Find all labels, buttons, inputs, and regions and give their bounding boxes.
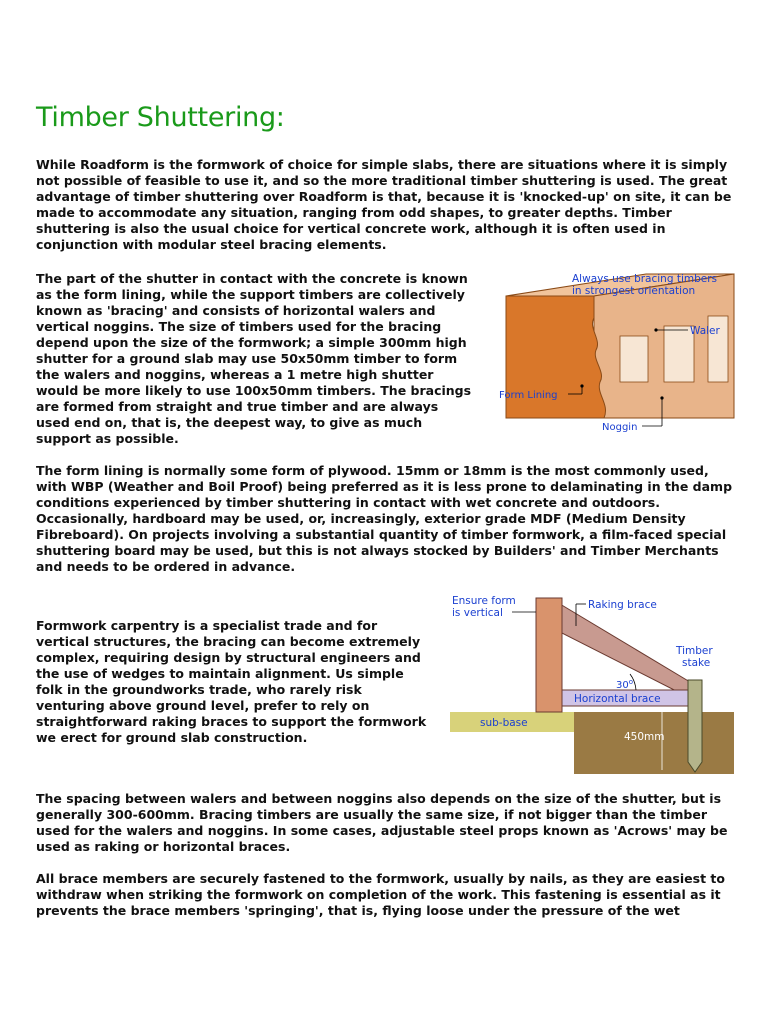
paragraph-spacing: The spacing between walers and between noggins also depends on the size of the shutter, but is generally 300-600mm. Bracing timbers are usually the same size, if not bigger than the timber used for the walers and noggins. In some cases, adjustable steel props known as 'Acrows' may be used as raking or horizontal braces. xyxy=(36,791,728,854)
paragraph-intro: While Roadform is the formwork of choice for simple slabs, there are situations where it is simply not possible of feasible to use it, and so the more traditional timber shuttering is used. The great advantage of timber shuttering over Roadform is that, because it is 'knocked-up' on site, it can be made to accommodate any situation, ranging from odd shapes, to greater depths. Timber shuttering is also the usual choice for vertical concrete work, although it is often used in conjunction with modular steel bracing elements. xyxy=(36,157,732,252)
shutter-diagram xyxy=(496,268,736,436)
ground-layer xyxy=(574,712,734,774)
depth-label: 450mm xyxy=(624,731,665,743)
raking-brace-diagram xyxy=(450,590,734,774)
horizontal-brace-label: Horizontal brace xyxy=(574,693,661,705)
sub-base-label: sub-base xyxy=(480,717,528,729)
timber-label-line2: stake xyxy=(682,657,711,669)
vertical-form-shape xyxy=(536,598,562,712)
note-label-line1: Always use bracing timbers xyxy=(572,273,718,285)
page-title: Timber Shuttering: xyxy=(36,102,285,133)
form-lining-label: Form Lining xyxy=(499,390,558,401)
ensure-label-line2: is vertical xyxy=(452,607,503,619)
paragraph-fastening: All brace members are securely fastened to the formwork, usually by nails, as they are easiest to withdraw when striking the formwork on completion of the work. This fastening is essential as it prevents the brace members 'springing', that is, flying loose under the pressure of the wet xyxy=(36,871,725,918)
waler-label: Waler xyxy=(690,325,720,337)
timber-label-line1: Timber xyxy=(676,645,713,657)
paragraph-carpentry: Formwork carpentry is a specialist trade and for vertical structures, the bracing can become extremely complex, requiring design by structural engineers and the use of wedges to maintain alignment. Us simple folk in the groundworks trade, who rarely risk venturing above ground level, prefer to rely on straightforward raking braces to support the formwork we erect for ground slab construction. xyxy=(36,618,427,745)
angle-label: 30$^o$ xyxy=(616,678,634,691)
paragraph-plywood: The form lining is normally some form of plywood. 15mm or 18mm is the most commonly used, with WBP (Weather and Boil Proof) being preferred as it is less prone to delaminating in the damp conditions experienced by timber shuttering in contact with wet concrete and outdoors. Occasionally, hardboard may be used, or, increasingly, exterior grade MDF (Medium Density Fibreboard). On projects involving a substantial quantity of timber formwork, a film-faced special shuttering board may be used, but this is not always stocked by Builders' and Timber Merchants and needs to be ordered in advance. xyxy=(36,463,733,574)
timber-stake-shape xyxy=(688,680,702,772)
paragraph-form-lining: The part of the shutter in contact with the concrete is known as the form lining, while the support timbers are collectively known as 'bracing' and consists of horizontal walers and vertical noggins. The size of timbers used for the bracing depend upon the size of the formwork; a simple 300mm high shutter for a ground slab may use 50x50mm timber to form the walers and noggins, whereas a 1 metre high shutter would be more likely to use 100x50mm timbers. The bracings are formed from straight and true timber and are always used end on, that is, the deepest way, to give as much support as possible. xyxy=(36,271,472,446)
noggin-label: Noggin xyxy=(602,422,638,433)
shutter-diagram-svg xyxy=(496,268,736,436)
raking-brace-label: Raking brace xyxy=(588,599,657,611)
note-label-line2: in strongest orientation xyxy=(572,285,696,297)
raking-brace-diagram-svg xyxy=(450,590,734,774)
ensure-label-line1: Ensure form xyxy=(452,595,516,607)
